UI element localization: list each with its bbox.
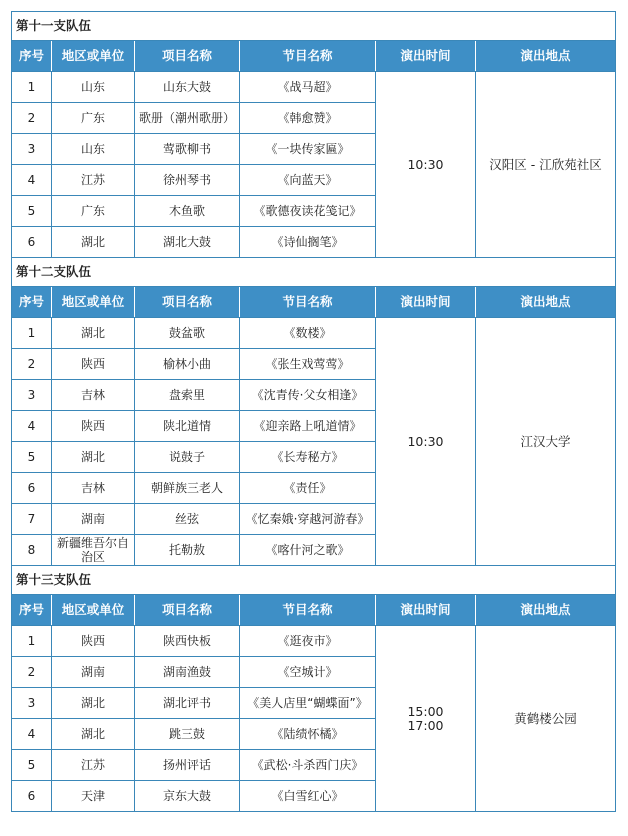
cell-region: 广东 <box>52 103 135 134</box>
cell-no: 7 <box>12 504 52 535</box>
cell-no: 4 <box>12 719 52 750</box>
section-title: 第十二支队伍 <box>12 258 616 287</box>
cell-program: 《张生戏莺莺》 <box>240 349 376 380</box>
cell-project: 榆林小曲 <box>135 349 240 380</box>
header-time: 演出时间 <box>376 41 476 72</box>
cell-region: 广东 <box>52 196 135 227</box>
header-no: 序号 <box>12 41 52 72</box>
table-header-row <box>12 287 616 318</box>
table-row <box>12 626 616 657</box>
cell-no: 5 <box>12 750 52 781</box>
cell-region: 山东 <box>52 134 135 165</box>
cell-region: 陕西 <box>52 626 135 657</box>
cell-program: 《陆绩怀橘》 <box>240 719 376 750</box>
cell-project: 陕北道情 <box>135 411 240 442</box>
cell-region: 山东 <box>52 72 135 103</box>
cell-project: 木鱼歌 <box>135 196 240 227</box>
cell-project: 跳三鼓 <box>135 719 240 750</box>
cell-program: 《向蓝天》 <box>240 165 376 196</box>
cell-no: 4 <box>12 411 52 442</box>
cell-region: 陕西 <box>52 349 135 380</box>
cell-no: 4 <box>12 165 52 196</box>
cell-project: 说鼓子 <box>135 442 240 473</box>
cell-project: 扬州评话 <box>135 750 240 781</box>
performance-place: 汉阳区 - 江欣苑社区 <box>476 72 616 258</box>
cell-region: 天津 <box>52 781 135 812</box>
performance-place: 江汉大学 <box>476 318 616 566</box>
table-row <box>12 72 616 103</box>
cell-region: 吉林 <box>52 473 135 504</box>
cell-region: 新疆维吾尔自治区 <box>52 535 135 566</box>
cell-program: 《战马超》 <box>240 72 376 103</box>
header-project: 项目名称 <box>135 287 240 318</box>
cell-project: 朝鲜族三老人 <box>135 473 240 504</box>
schedule-table <box>11 11 616 812</box>
cell-project: 京东大鼓 <box>135 781 240 812</box>
cell-region: 江苏 <box>52 750 135 781</box>
header-place: 演出地点 <box>476 41 616 72</box>
cell-project: 莺歌柳书 <box>135 134 240 165</box>
cell-project: 丝弦 <box>135 504 240 535</box>
cell-project: 徐州琴书 <box>135 165 240 196</box>
cell-region: 湖北 <box>52 719 135 750</box>
performance-time: 10:30 <box>376 72 476 258</box>
section-title-row <box>12 258 616 287</box>
cell-no: 6 <box>12 227 52 258</box>
cell-no: 5 <box>12 442 52 473</box>
header-region: 地区或单位 <box>52 41 135 72</box>
table-header-row <box>12 41 616 72</box>
header-no: 序号 <box>12 595 52 626</box>
header-project: 项目名称 <box>135 41 240 72</box>
cell-project: 湖北大鼓 <box>135 227 240 258</box>
cell-region: 湖南 <box>52 504 135 535</box>
cell-no: 2 <box>12 103 52 134</box>
cell-no: 1 <box>12 626 52 657</box>
cell-program: 《忆秦娥·穿越河游春》 <box>240 504 376 535</box>
cell-region: 湖北 <box>52 227 135 258</box>
cell-region: 湖南 <box>52 657 135 688</box>
cell-project: 托勒敖 <box>135 535 240 566</box>
cell-no: 3 <box>12 688 52 719</box>
cell-no: 3 <box>12 380 52 411</box>
cell-project: 鼓盆歌 <box>135 318 240 349</box>
cell-region: 湖北 <box>52 688 135 719</box>
header-program: 节目名称 <box>240 41 376 72</box>
cell-project: 歌册（潮州歌册） <box>135 103 240 134</box>
cell-no: 6 <box>12 781 52 812</box>
cell-program: 《数楼》 <box>240 318 376 349</box>
table-header-row <box>12 595 616 626</box>
cell-program: 《美人店里“蝴蝶面”》 <box>240 688 376 719</box>
cell-program: 《诗仙搁笔》 <box>240 227 376 258</box>
header-program: 节目名称 <box>240 287 376 318</box>
cell-project: 山东大鼓 <box>135 72 240 103</box>
cell-no: 3 <box>12 134 52 165</box>
cell-region: 江苏 <box>52 165 135 196</box>
header-region: 地区或单位 <box>52 595 135 626</box>
cell-project: 盘索里 <box>135 380 240 411</box>
performance-place: 黄鹤楼公园 <box>476 626 616 812</box>
section-title-row <box>12 12 616 41</box>
header-time: 演出时间 <box>376 595 476 626</box>
cell-program: 《歌德夜读花笺记》 <box>240 196 376 227</box>
header-region: 地区或单位 <box>52 287 135 318</box>
cell-program: 《责任》 <box>240 473 376 504</box>
cell-region: 陕西 <box>52 411 135 442</box>
cell-region: 湖北 <box>52 442 135 473</box>
header-program: 节目名称 <box>240 595 376 626</box>
cell-no: 1 <box>12 72 52 103</box>
header-place: 演出地点 <box>476 595 616 626</box>
cell-no: 1 <box>12 318 52 349</box>
cell-project: 陕西快板 <box>135 626 240 657</box>
cell-program: 《一块传家匾》 <box>240 134 376 165</box>
performance-time: 15:00 17:00 <box>376 626 476 812</box>
cell-program: 《白雪红心》 <box>240 781 376 812</box>
table-row <box>12 318 616 349</box>
cell-program: 《逛夜市》 <box>240 626 376 657</box>
cell-no: 2 <box>12 657 52 688</box>
cell-program: 《迎亲路上吼道情》 <box>240 411 376 442</box>
header-no: 序号 <box>12 287 52 318</box>
section-title-row <box>12 566 616 595</box>
cell-program: 《沈青传·父女相逢》 <box>240 380 376 411</box>
cell-region: 吉林 <box>52 380 135 411</box>
header-project: 项目名称 <box>135 595 240 626</box>
cell-program: 《武松·斗杀西门庆》 <box>240 750 376 781</box>
cell-no: 6 <box>12 473 52 504</box>
schedule-container <box>11 11 615 812</box>
cell-no: 5 <box>12 196 52 227</box>
cell-no: 8 <box>12 535 52 566</box>
cell-program: 《长寿秘方》 <box>240 442 376 473</box>
performance-time: 10:30 <box>376 318 476 566</box>
section-title: 第十一支队伍 <box>12 12 616 41</box>
cell-program: 《喀什河之歌》 <box>240 535 376 566</box>
cell-no: 2 <box>12 349 52 380</box>
cell-project: 湖南渔鼓 <box>135 657 240 688</box>
cell-region: 湖北 <box>52 318 135 349</box>
cell-program: 《韩愈赞》 <box>240 103 376 134</box>
cell-project: 湖北评书 <box>135 688 240 719</box>
cell-program: 《空城计》 <box>240 657 376 688</box>
header-time: 演出时间 <box>376 287 476 318</box>
header-place: 演出地点 <box>476 287 616 318</box>
section-title: 第十三支队伍 <box>12 566 616 595</box>
